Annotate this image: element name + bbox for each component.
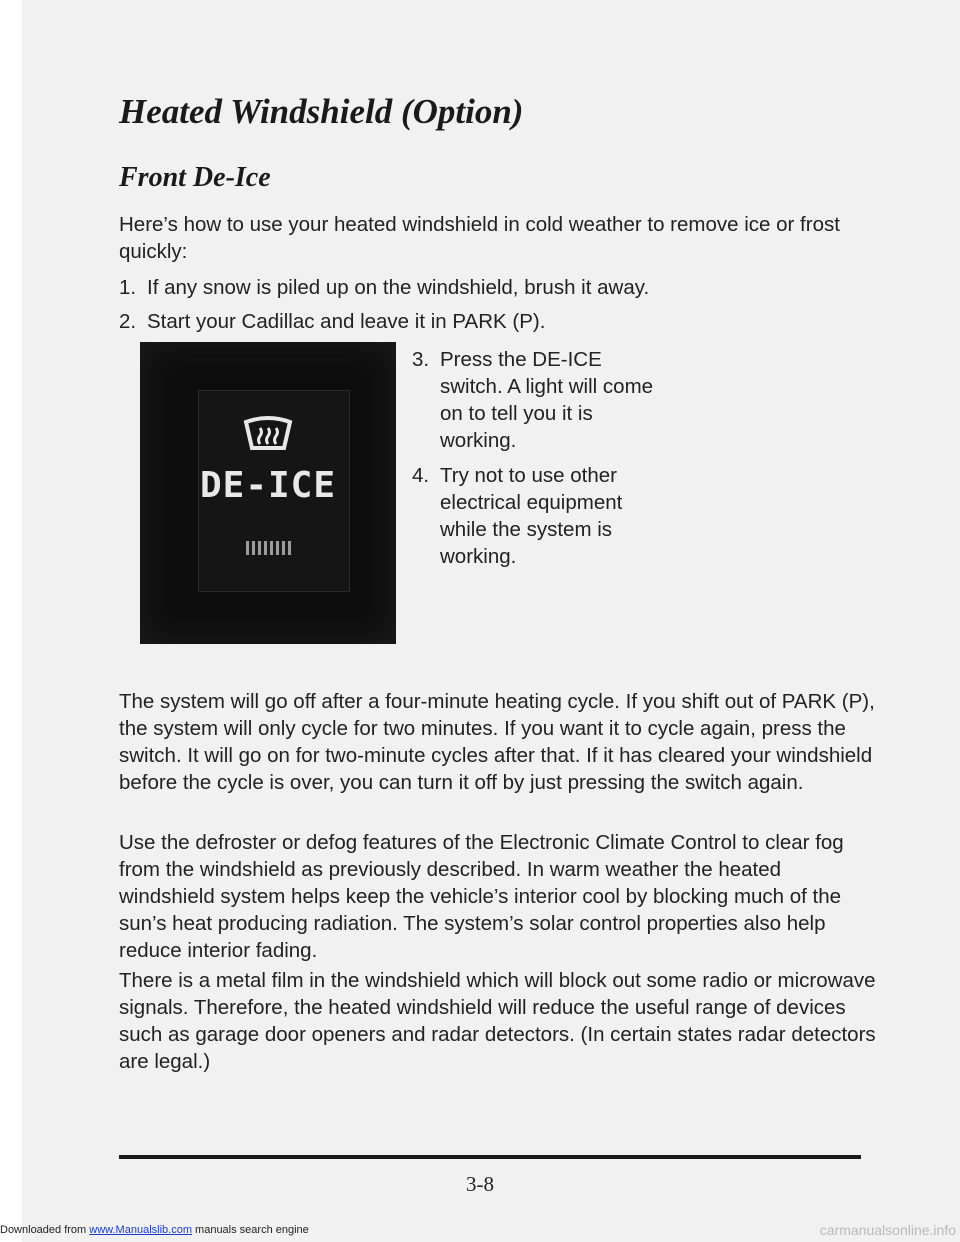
step-number: 1. [119, 276, 137, 299]
step-text: If any snow is piled up on the windshield, brush it away. [147, 276, 650, 299]
step-4 [412, 462, 670, 570]
page-heading: Heated Windshield (Option) [119, 92, 524, 131]
section-heading: Front De-Ice [119, 162, 271, 193]
rear-defrost-icon [240, 414, 296, 458]
body-paragraph-3: There is a metal film in the windshield which will block out some radio or microwave signals. Therefore, the heated windshield will reduce the useful range of devices such as garage door openers and radar detectors. (In certain states radar detectors are legal.) [119, 969, 876, 1073]
page-number: 3-8 [466, 1172, 494, 1196]
indicator-light [246, 541, 292, 555]
step-1 [119, 274, 649, 301]
body-paragraph-2: Use the defroster or defog features of the Electronic Climate Control to clear fog from the windshield as previously described. In warm weather the heated windshield system helps keep the vehicle’s interior cool by blocking much of the sun’s heat producing radiation. The system’s solar control properties also help reduce interior fading. [119, 831, 844, 962]
de-ice-switch-photo [140, 342, 396, 644]
intro-paragraph: Here’s how to use your heated windshield in cold weather to remove ice or frost quickly: [119, 213, 840, 263]
step-number: 3. [412, 348, 430, 371]
step-text: Start your Cadillac and leave it in PARK (P). [147, 310, 546, 333]
footer-rule [119, 1155, 861, 1159]
body-paragraph-1: The system will go off after a four-minute heating cycle. If you shift out of PARK (P), the system will only cycle for two minutes. If you want it to cycle again, press the switch. It will go on for two-minute cycles after that. If it has cleared your windshield before the cycle is over, you can turn it off by just pressing the switch again. [119, 690, 875, 794]
step-number: 4. [412, 464, 430, 487]
download-footer [0, 1224, 309, 1236]
step-text: Try not to use other electrical equipment while the system is working. [440, 464, 623, 568]
watermark: carmanualsonline.info [819, 1222, 956, 1238]
footer-prefix: Downloaded from [0, 1224, 90, 1236]
step-text: Press the DE-ICE switch. A light will come on to tell you it is working. [440, 348, 654, 452]
step-2 [119, 308, 545, 335]
step-number: 2. [119, 310, 137, 333]
step-3 [412, 346, 670, 454]
de-ice-label: DE-ICE [199, 465, 337, 506]
footer-suffix: manuals search engine [191, 1224, 309, 1236]
manualslib-link[interactable]: www.Manualslib.com [89, 1224, 192, 1236]
